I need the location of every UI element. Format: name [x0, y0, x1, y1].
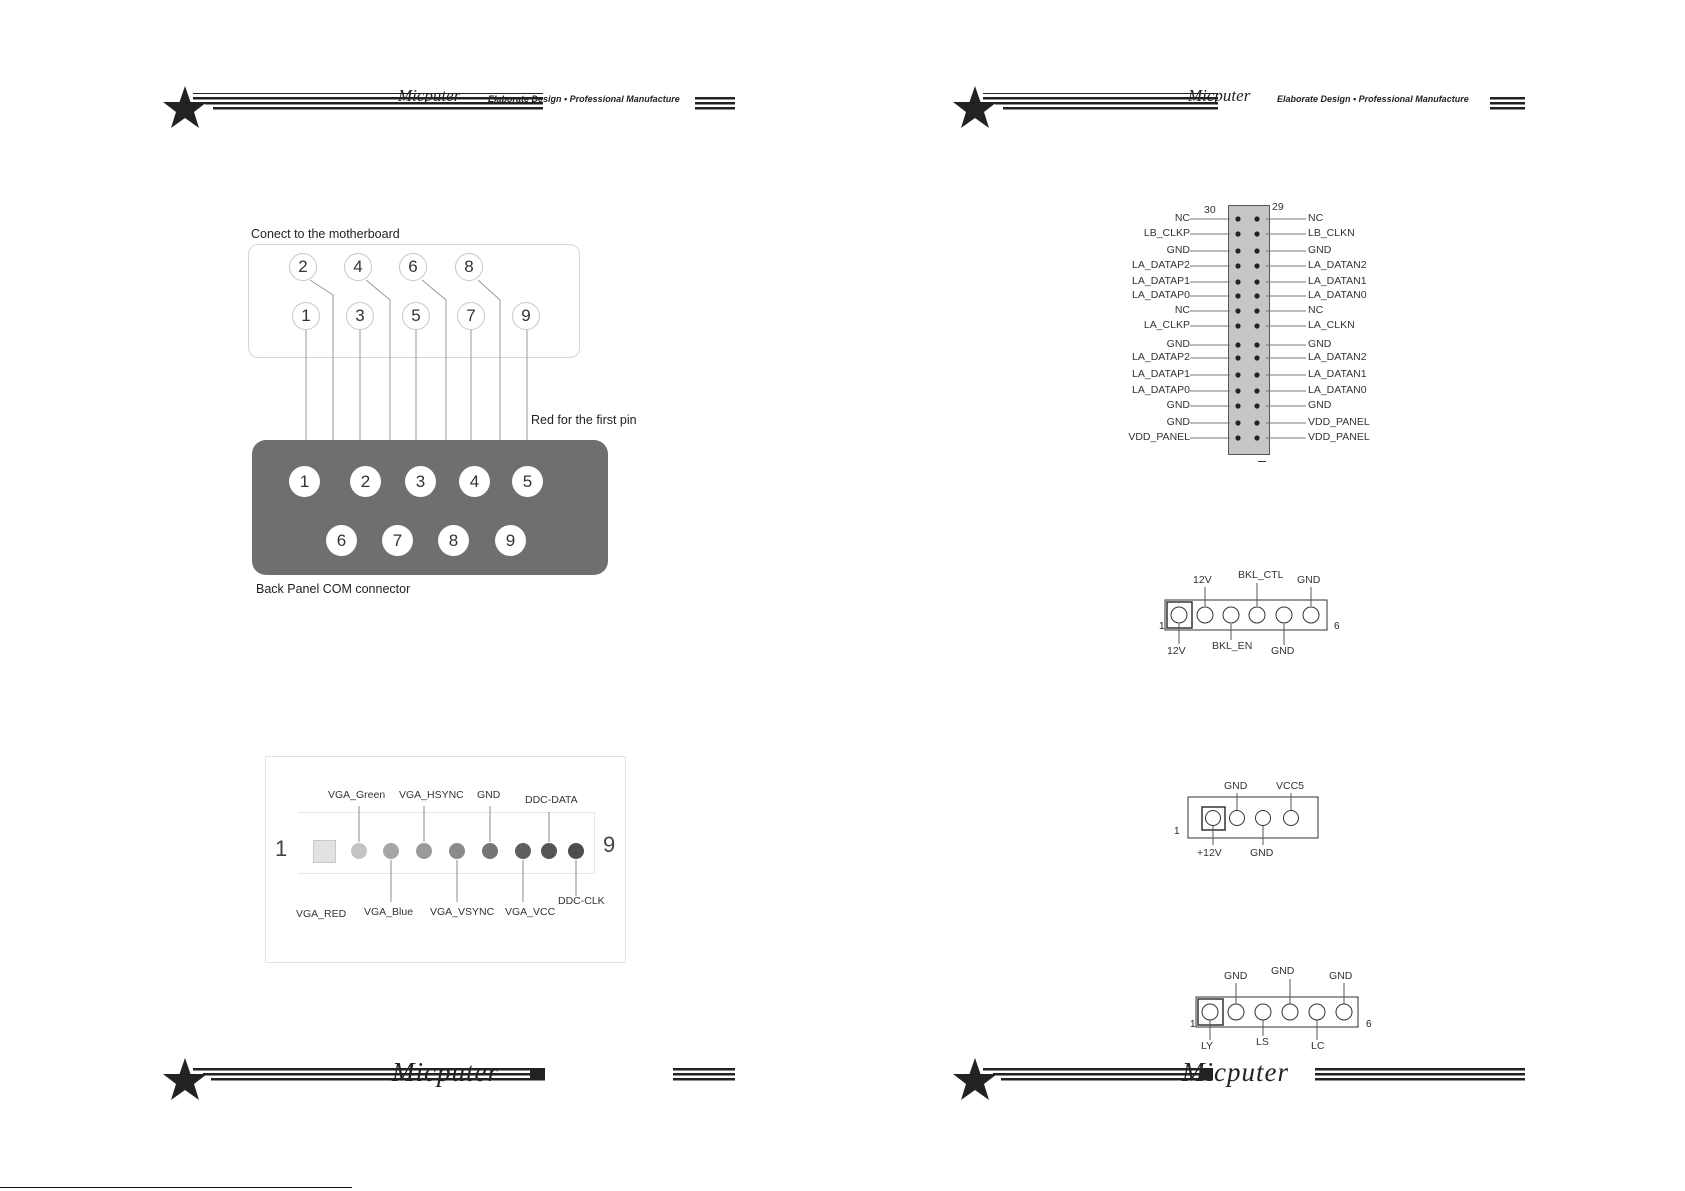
lvds-left-label: NC	[1174, 212, 1190, 224]
lvds-right-label: LA_CLKN	[1308, 319, 1355, 331]
inverter-pin-last: 6	[1334, 621, 1340, 632]
lvds-left-label: LA_DATAP0	[1132, 289, 1190, 301]
com-pin-4: 4	[459, 466, 490, 497]
panel-label-gnd-2: GND	[1271, 965, 1295, 977]
mb-pin-8: 8	[455, 253, 483, 281]
power-label-gnd-bottom: GND	[1250, 847, 1274, 859]
lvds-pin-29-label: 29	[1272, 201, 1284, 213]
power-label-12v: +12V	[1197, 847, 1222, 859]
lvds-pin-30-label: 30	[1204, 204, 1216, 216]
lvds-right-label: LA_DATAN1	[1308, 275, 1367, 287]
vga-label-gnd: GND	[477, 789, 501, 801]
inverter-label-bkl-ctl: BKL_CTL	[1238, 569, 1284, 581]
panel-pin-first: 1	[1190, 1019, 1196, 1030]
inverter-label-12v-bottom: 12V	[1167, 645, 1186, 657]
mb-pin-6: 6	[399, 253, 427, 281]
panel-label-ls: LS	[1256, 1036, 1269, 1048]
lvds-left-label: LA_DATAP1	[1132, 368, 1190, 380]
lvds-left-label: NC	[1174, 304, 1190, 316]
com-pin-2: 2	[350, 466, 381, 497]
lvds-right-label: LA_DATAN1	[1308, 368, 1367, 380]
lvds-left-label: GND	[1166, 244, 1190, 256]
lvds-left-label: LA_CLKP	[1143, 319, 1190, 331]
mb-pin-4: 4	[344, 253, 372, 281]
panel-label-lc: LC	[1311, 1040, 1325, 1052]
com-pin-3: 3	[405, 466, 436, 497]
lvds-left-label: LA_DATAP2	[1132, 351, 1190, 363]
panel-label-gnd-1: GND	[1224, 970, 1248, 982]
lvds-right-label: GND	[1308, 244, 1332, 256]
lvds-right-label: VDD_PANEL	[1308, 431, 1370, 443]
vga-pin-last-label: 9	[603, 832, 616, 857]
lvds-right-label: LA_DATAN2	[1308, 259, 1367, 271]
com-pin-7: 7	[382, 525, 413, 556]
lvds-left-label: LB_CLKP	[1143, 227, 1190, 239]
header-brand: Micputer	[1188, 86, 1251, 105]
com-pin-8: 8	[438, 525, 469, 556]
com-pin-1: 1	[289, 466, 320, 497]
lvds-right-label: LA_DATAN2	[1308, 351, 1367, 363]
header-brand: Micputer	[398, 86, 461, 105]
lvds-right-label: NC	[1308, 212, 1324, 224]
lvds-left-label: GND	[1166, 338, 1190, 350]
mb-pin-9: 9	[512, 302, 540, 330]
lvds-left-label: GND	[1166, 399, 1190, 411]
com-pin-6: 6	[326, 525, 357, 556]
lvds-right-label: LB_CLKN	[1308, 227, 1355, 239]
power-label-gnd-top: GND	[1224, 780, 1248, 792]
vga-label-blue: VGA_Blue	[364, 906, 414, 918]
mb-pin-7: 7	[457, 302, 485, 330]
red-first-pin-note: Red for the first pin	[531, 413, 637, 427]
vga-label-hsync: VGA_HSYNC	[399, 789, 464, 801]
header-tagline: Elaborate Design • Professional Manufacture	[1277, 94, 1469, 104]
inverter-pin-first: 1	[1159, 621, 1165, 632]
lvds-left-label: GND	[1166, 416, 1190, 428]
panel-label-ly: LY	[1201, 1040, 1214, 1052]
header-tagline: Elaborate Design • Professional Manufacture	[488, 94, 680, 104]
lvds-left-label: VDD_PANEL	[1128, 431, 1190, 443]
panel-pin-last: 6	[1366, 1019, 1372, 1030]
com-bottom-caption: Back Panel COM connector	[256, 582, 411, 596]
power-pin-first: 1	[1174, 826, 1180, 837]
footer-brand: Micputer	[1182, 1057, 1289, 1087]
com-pin-5: 5	[512, 466, 543, 497]
page-edge-line	[0, 1187, 352, 1188]
lvds-right-label: VDD_PANEL	[1308, 416, 1370, 428]
lvds-right-label: NC	[1308, 304, 1324, 316]
footer-brand: Micputer	[392, 1057, 499, 1087]
inverter-label-bkl-en: BKL_EN	[1212, 640, 1253, 652]
mb-pin-3: 3	[346, 302, 374, 330]
lvds-left-label: LA_DATAP2	[1132, 259, 1190, 271]
lvds-right-label: LA_DATAN0	[1308, 384, 1367, 396]
mb-pin-5: 5	[402, 302, 430, 330]
mb-pin-2: 2	[289, 253, 317, 281]
lvds-right-label: GND	[1308, 338, 1332, 350]
vga-pin-first-label: 1	[275, 836, 288, 861]
power-label-vcc5: VCC5	[1276, 780, 1305, 792]
lvds-left-label: LA_DATAP0	[1132, 384, 1190, 396]
vga-label-green: VGA_Green	[328, 789, 386, 801]
lvds-right-label: LA_DATAN0	[1308, 289, 1367, 301]
inverter-label-gnd-top: GND	[1297, 574, 1321, 586]
com-top-caption: Conect to the motherboard	[251, 227, 400, 241]
vga-label-ddc-clk: DDC-CLK	[558, 895, 605, 907]
vga-label-ddc-data: DDC-DATA	[525, 794, 578, 806]
lvds-right-label: GND	[1308, 399, 1332, 411]
vga-label-vcc: VGA_VCC	[505, 906, 556, 918]
vga-label-vsync: VGA_VSYNC	[430, 906, 495, 918]
panel-label-gnd-3: GND	[1329, 970, 1353, 982]
inverter-label-12v-top: 12V	[1193, 574, 1212, 586]
mb-pin-1: 1	[292, 302, 320, 330]
vga-label-red: VGA_RED	[296, 908, 347, 920]
inverter-label-gnd-bottom: GND	[1271, 645, 1295, 657]
lvds-left-label: LA_DATAP1	[1132, 275, 1190, 287]
com-pin-9: 9	[495, 525, 526, 556]
